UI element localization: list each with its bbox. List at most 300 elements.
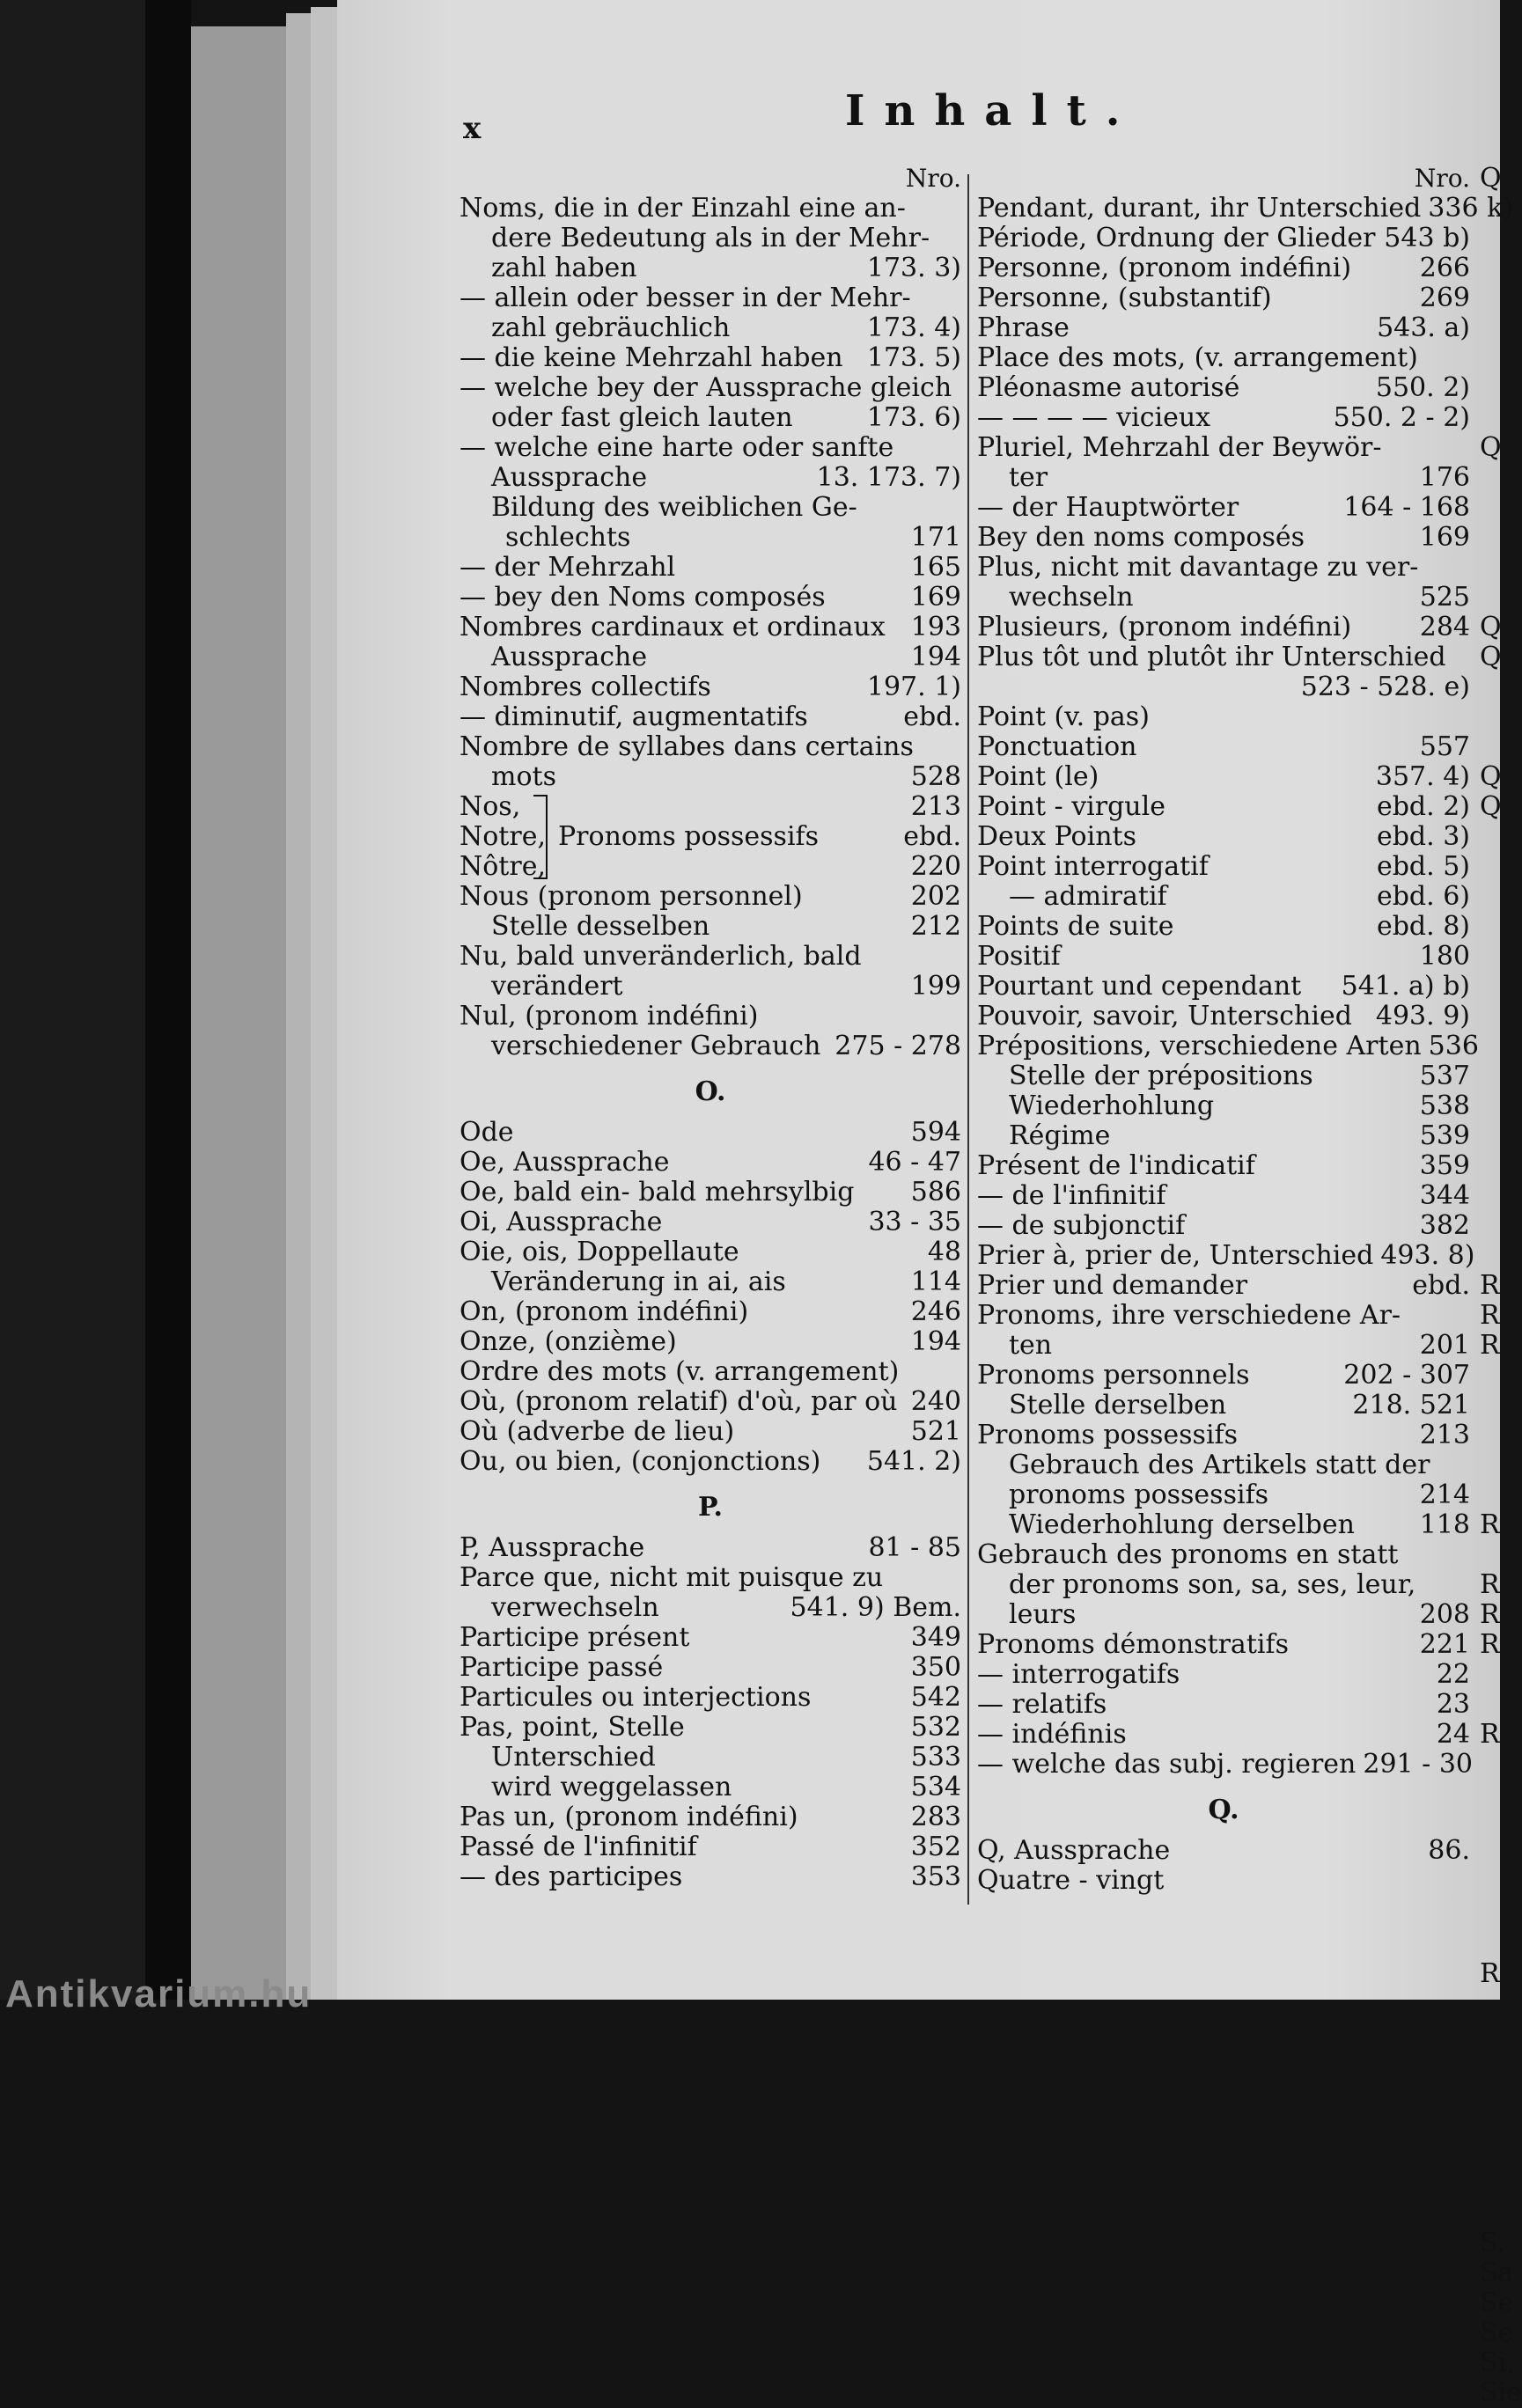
index-entry — [460, 642, 961, 672]
entry-term: Aussprache — [491, 642, 648, 672]
entry-term: Présent de l'indicatif — [977, 1150, 1255, 1181]
entry-term: — der Mehrzahl — [460, 552, 676, 583]
edge-letter — [1480, 1091, 1500, 1121]
entry-term: P, Aussprache — [460, 1532, 645, 1563]
edge-letter — [1480, 1181, 1500, 1211]
entry-term: Nombre de syllabes dans certains — [460, 731, 914, 762]
edge-letter — [1480, 463, 1500, 493]
index-entry — [977, 523, 1470, 553]
left-column — [460, 164, 961, 1892]
index-entry — [460, 343, 961, 373]
entry-number: ebd. — [1412, 1270, 1470, 1301]
entry-term: Veränderung in ai, ais — [491, 1266, 786, 1297]
index-entry — [460, 1593, 961, 1623]
index-entry — [977, 1836, 1470, 1866]
group-labels — [460, 791, 546, 882]
group-number: 213 — [910, 791, 961, 822]
entry-term: schlechts — [505, 522, 631, 553]
entry-term: Ou, ou bien, (conjonctions) — [460, 1446, 821, 1477]
entry-term: — welche das subj. regieren — [977, 1749, 1357, 1780]
entry-number: 33 - 35 — [868, 1207, 961, 1237]
index-entry — [460, 702, 961, 732]
group-number: ebd. — [903, 821, 961, 852]
right-column — [977, 164, 1513, 1896]
entry-number: 344 — [1419, 1180, 1470, 1211]
entry-term: Pluriel, Mehrzahl der Beywör- — [977, 432, 1382, 463]
entry-term: — die keine Mehrzahl haben — [460, 342, 843, 373]
entry-term: pronoms possessifs — [1009, 1479, 1269, 1510]
entry-number: 213 — [1419, 1420, 1470, 1450]
index-entry — [460, 1533, 961, 1563]
entry-number: 173. 6) — [866, 402, 961, 433]
index-entry — [460, 912, 961, 942]
index-entry — [977, 1361, 1470, 1391]
entry-term: Bildung des weiblichen Ge- — [491, 492, 857, 523]
edge-letter — [1480, 702, 1500, 732]
edge-letter — [1480, 583, 1500, 613]
entry-term: Quatre - vingt — [977, 1865, 1165, 1896]
entry-term: Personne, (pronom indéfini) — [977, 253, 1352, 283]
index-entry — [460, 1297, 961, 1327]
entry-number: 202 - 307 — [1343, 1360, 1470, 1391]
edge-letter: R — [1480, 1629, 1500, 1660]
entry-number: 523 - 528. e) — [1300, 672, 1470, 702]
edge-letter — [1480, 2019, 1500, 2049]
entries-n-cont — [460, 882, 961, 1061]
index-entry — [460, 1387, 961, 1417]
entry-number: 201 — [1419, 1330, 1470, 1361]
entry-term: Oie, ois, Doppellaute — [460, 1237, 739, 1267]
entry-number: 536 — [1428, 1031, 1479, 1061]
edge-letter — [1480, 1361, 1500, 1391]
entry-number: 24 — [1436, 1719, 1470, 1750]
entry-term: Où (adverbe de lieu) — [460, 1416, 735, 1447]
group-label: Nôtre, — [460, 851, 546, 882]
running-head: Inhalt. — [845, 86, 1140, 136]
index-entry — [977, 1301, 1470, 1331]
entry-term: — indéfinis — [977, 1719, 1127, 1750]
index-entry — [977, 1271, 1470, 1301]
entry-number: 171 — [910, 522, 961, 553]
entry-number: 539 — [1419, 1120, 1470, 1151]
possessive-group — [460, 792, 961, 882]
index-entry — [460, 1447, 961, 1477]
index-entry — [460, 493, 961, 523]
entry-term: zahl haben — [491, 253, 637, 283]
section-heading-q: Q. — [1208, 1795, 1239, 1825]
index-entry — [977, 1240, 1475, 1271]
entry-number: 169 — [1419, 522, 1470, 553]
entry-number: 199 — [910, 971, 961, 1002]
index-entry — [977, 1480, 1470, 1510]
edge-letter — [1480, 882, 1500, 912]
edge-letter — [1480, 343, 1500, 373]
entry-term: Participe présent — [460, 1622, 690, 1653]
index-entry — [460, 613, 961, 642]
edge-letter — [1480, 2049, 1500, 2079]
index-entry — [460, 553, 961, 583]
section-heading-o: O. — [695, 1076, 726, 1107]
entry-term: — diminutif, augmentatifs — [460, 701, 808, 732]
edge-letter — [1480, 2079, 1500, 2109]
index-entry — [977, 732, 1470, 762]
edge-letter — [1480, 1869, 1500, 1899]
entry-number: 180 — [1419, 941, 1470, 972]
index-entry — [977, 553, 1470, 583]
entry-term: Où, (pronom relatif) d'où, par où — [460, 1386, 898, 1417]
index-entry — [977, 253, 1470, 283]
entry-term: On, (pronom indéfini) — [460, 1296, 749, 1327]
entry-term: leurs — [1009, 1599, 1077, 1630]
edge-letter — [1480, 822, 1500, 852]
index-entry — [460, 1031, 961, 1061]
edge-letter — [1480, 253, 1500, 283]
index-entry — [460, 1002, 961, 1031]
index-entry — [977, 1181, 1470, 1211]
entry-term: Période, Ordnung der Glieder — [977, 223, 1376, 253]
entry-number: 382 — [1419, 1210, 1470, 1241]
index-entry — [460, 313, 961, 343]
edge-letter — [1480, 1750, 1500, 1780]
entry-term: Nombres cardinaux et ordinaux — [460, 612, 886, 642]
entry-number: 23 — [1436, 1689, 1470, 1720]
entry-term: Gebrauch des Artikels statt der — [1009, 1450, 1430, 1480]
nro-header: Nro. — [905, 164, 961, 193]
entry-number: 165 — [910, 552, 961, 583]
edge-letter: S, — [1480, 2228, 1506, 2258]
index-entry — [460, 1237, 961, 1267]
index-entry — [460, 732, 961, 762]
entry-term: mots — [491, 761, 556, 792]
entry-term: — allein oder besser in der Mehr- — [460, 283, 911, 313]
entry-number: 352 — [910, 1832, 961, 1862]
entry-number: 525 — [1419, 582, 1470, 613]
index-entry — [977, 463, 1470, 493]
entry-term: Nombres collectifs — [460, 672, 711, 702]
entry-number: ebd. — [903, 701, 961, 732]
entry-number: 543. a) — [1377, 312, 1470, 343]
index-entry — [977, 1331, 1470, 1361]
entry-term: Pas un, (pronom indéfini) — [460, 1802, 798, 1832]
edge-letter — [1480, 912, 1500, 942]
entry-term: Nu, bald unveränderlich, bald — [460, 941, 862, 972]
index-entry — [977, 433, 1470, 463]
index-entry — [977, 762, 1470, 792]
entry-term: — der Hauptwörter — [977, 492, 1239, 523]
entry-term: Plus, nicht mit davantage zu ver- — [977, 552, 1419, 583]
entry-term: — de l'infinitif — [977, 1180, 1166, 1211]
entry-term: verändert — [491, 971, 623, 1002]
edge-letter — [1480, 732, 1500, 762]
entry-number: 594 — [910, 1117, 961, 1148]
next-page-edge-letters — [1480, 163, 1522, 2408]
index-entry — [460, 1862, 961, 1892]
entry-term: Onze, (onzième) — [460, 1326, 677, 1357]
entry-term: ten — [1009, 1330, 1053, 1361]
edge-letter — [1480, 553, 1500, 583]
index-entry — [977, 1211, 1470, 1241]
index-entry — [977, 912, 1470, 942]
edge-letter — [1480, 224, 1500, 253]
edge-letter — [1480, 1061, 1500, 1091]
entry-term: — welche bey der Aussprache gleich — [460, 372, 952, 403]
index-entry — [460, 463, 961, 493]
edge-letter — [1480, 1002, 1500, 1031]
entry-term: Point - virgule — [977, 791, 1165, 822]
group-numbers — [891, 792, 961, 882]
index-entry — [977, 1540, 1470, 1570]
section-heading-p: P. — [697, 1492, 724, 1523]
entry-number: ebd. 5) — [1376, 851, 1470, 882]
index-entry — [460, 224, 961, 253]
entry-number: 532 — [910, 1712, 961, 1743]
edge-letter — [1480, 2109, 1500, 2139]
entry-term: der pronoms son, sa, ses, leur, — [1009, 1569, 1416, 1600]
index-entry — [460, 373, 961, 403]
edge-letter: R — [1480, 1509, 1500, 1540]
edge-letter: Se — [1480, 2317, 1514, 2348]
entry-term: zahl gebräuchlich — [491, 312, 731, 343]
edge-letter: Sa — [1480, 2258, 1514, 2288]
index-entry — [977, 972, 1470, 1002]
entry-number: 86. — [1428, 1835, 1470, 1866]
index-entry — [977, 313, 1470, 343]
entry-number: 214 — [1419, 1479, 1470, 1510]
index-entry — [977, 792, 1470, 822]
entry-term: Points de suite — [977, 911, 1174, 942]
entry-number: 541. a) b) — [1341, 971, 1470, 1002]
entry-term: — interrogatifs — [977, 1659, 1180, 1690]
index-entry — [977, 493, 1470, 523]
entry-term: Point interrogatif — [977, 851, 1209, 882]
book-spine — [145, 0, 191, 2000]
column-divider — [967, 174, 969, 1905]
entry-number: 173. 4) — [866, 312, 961, 343]
brace-mark — [533, 795, 548, 879]
index-entry — [460, 1118, 961, 1148]
entry-term: Ode — [460, 1117, 514, 1148]
index-entry — [460, 882, 961, 912]
index-entry — [460, 1267, 961, 1297]
entry-number: 349 — [910, 1622, 961, 1653]
entry-term: Stelle desselben — [491, 911, 710, 942]
entry-term: — relatifs — [977, 1689, 1107, 1720]
entry-number: ebd. 2) — [1376, 791, 1470, 822]
entry-term: Oi, Aussprache — [460, 1207, 663, 1237]
entry-term: Particules ou interjections — [460, 1682, 812, 1713]
entry-number: 357. 4) — [1375, 761, 1470, 792]
entry-term: Prier und demander — [977, 1270, 1248, 1301]
entry-number: 284 — [1419, 612, 1470, 642]
edge-letter: R — [1480, 1958, 1500, 1989]
entry-term: wird weggelassen — [491, 1772, 732, 1802]
index-entry — [460, 1327, 961, 1357]
entry-term: Personne, (substantif) — [977, 283, 1272, 313]
index-entry — [460, 1653, 961, 1683]
edge-letter — [1480, 403, 1500, 433]
entry-number: 246 — [910, 1296, 961, 1327]
edge-letter — [1480, 1810, 1500, 1839]
entry-term: Pas, point, Stelle — [460, 1712, 685, 1743]
index-entry — [460, 1683, 961, 1713]
index-entry — [460, 583, 961, 613]
edge-letter — [1480, 852, 1500, 882]
index-entry — [460, 1417, 961, 1447]
index-entry — [460, 672, 961, 702]
index-entry — [977, 1660, 1470, 1690]
index-entry — [460, 972, 961, 1002]
edge-letter — [1480, 1929, 1500, 1959]
index-entry — [977, 583, 1470, 613]
entry-term: — de subjonctif — [977, 1210, 1186, 1241]
edge-letter — [1480, 1780, 1500, 1810]
entry-number: 48 — [927, 1237, 961, 1267]
entry-number: 46 - 47 — [868, 1147, 961, 1178]
entry-number: 350 — [910, 1652, 961, 1683]
index-entry — [977, 1720, 1470, 1750]
entry-term: Aussprache — [491, 462, 648, 493]
edge-letter — [1480, 1421, 1500, 1450]
entry-term: Oe, bald ein- bald mehrsylbig — [460, 1177, 855, 1208]
entry-number: 537 — [1419, 1061, 1470, 1091]
entry-term: Wiederhohlung derselben — [1009, 1509, 1355, 1540]
edge-letter — [1480, 523, 1500, 553]
entry-number: 22 — [1436, 1659, 1470, 1690]
index-entry — [977, 882, 1470, 912]
entry-number: 275 - 278 — [835, 1031, 961, 1061]
entry-term: — des participes — [460, 1861, 683, 1892]
edge-letter — [1480, 313, 1500, 343]
index-entry — [977, 1061, 1470, 1091]
group-label: Nos, — [460, 791, 521, 822]
entries-p — [460, 1533, 961, 1892]
entry-number: 169 — [910, 582, 961, 613]
entry-number: 114 — [910, 1266, 961, 1297]
entry-number: 176 — [1419, 462, 1470, 493]
edge-letter — [1480, 373, 1500, 403]
entry-number: 197. 1) — [866, 672, 961, 702]
page-edge — [286, 13, 311, 2000]
edge-letter — [1480, 1690, 1500, 1720]
index-entry — [977, 1570, 1470, 1600]
edge-letter — [1480, 1660, 1500, 1690]
index-entry — [977, 822, 1470, 852]
edge-letter — [1480, 1450, 1500, 1480]
index-entry — [460, 1802, 961, 1832]
entry-number: 13. 173. 7) — [816, 462, 961, 493]
index-entry — [977, 1031, 1479, 1061]
page-edge — [311, 7, 337, 2000]
edge-letter: R — [1480, 1599, 1500, 1630]
entry-number: 164 - 168 — [1343, 492, 1470, 523]
index-entry — [460, 1773, 961, 1802]
entry-number: 266 — [1419, 253, 1470, 283]
entry-number: 586 — [910, 1177, 961, 1208]
edge-letter — [1480, 2199, 1500, 2228]
background-left — [0, 0, 145, 2000]
edge-letter — [1480, 2169, 1500, 2199]
edge-letter — [1480, 194, 1500, 224]
entry-term: — — — — vicieux — [977, 402, 1211, 433]
edge-letter — [1480, 942, 1500, 972]
index-entry — [460, 942, 961, 972]
group-label: Notre, — [460, 821, 546, 852]
folio-number: x — [463, 111, 482, 146]
entry-term: oder fast gleich lauten — [491, 402, 793, 433]
entry-term: Plus tôt und plutôt ihr Unterschied — [977, 642, 1446, 672]
entry-number: 173. 5) — [866, 342, 961, 373]
edge-letter: Se — [1480, 2287, 1514, 2318]
entry-term: Unterschied — [491, 1742, 656, 1773]
entry-term: Pléonasme autorisé — [977, 372, 1240, 403]
entry-number: 543 b) — [1384, 223, 1470, 253]
entry-number: 212 — [910, 911, 961, 942]
edge-letter — [1480, 1989, 1500, 2019]
edge-letter — [1480, 1151, 1500, 1181]
index-entry — [460, 1623, 961, 1653]
edge-letter: Sie — [1480, 2377, 1522, 2408]
entry-number: 221 — [1419, 1629, 1470, 1660]
index-entry — [460, 1563, 961, 1593]
entry-term: Pronoms possessifs — [977, 1420, 1239, 1450]
nro-header: Nro. — [1414, 164, 1470, 193]
index-entry — [460, 1832, 961, 1862]
index-entry — [977, 642, 1470, 672]
entries-p-cont — [977, 193, 1513, 1780]
entry-term: — welche eine harte oder sanfte — [460, 432, 894, 463]
edge-letter — [1480, 1899, 1500, 1929]
index-entry — [460, 1178, 961, 1208]
index-entry — [460, 1357, 961, 1387]
index-entry — [977, 702, 1470, 732]
entry-number: 521 — [910, 1416, 961, 1447]
entry-term: — admiratif — [1009, 881, 1167, 912]
entry-number: 173. 3) — [866, 253, 961, 283]
entry-number: 550. 2 - 2) — [1333, 402, 1470, 433]
index-entry — [977, 1091, 1470, 1121]
edge-letter — [1480, 1211, 1500, 1241]
index-entry — [460, 1148, 961, 1178]
index-entry — [977, 1866, 1470, 1896]
entry-term: Noms, die in der Einzahl eine an- — [460, 193, 906, 224]
entries-n — [460, 194, 961, 792]
entry-term: Parce que, nicht mit puisque zu — [460, 1562, 884, 1593]
index-entry — [977, 852, 1470, 882]
entry-term: Q, Aussprache — [977, 1835, 1171, 1866]
entry-number: 534 — [910, 1772, 961, 1802]
entry-term: Pronoms démonstratifs — [977, 1629, 1289, 1660]
group-number: 220 — [910, 851, 961, 882]
entry-term: verschiedener Gebrauch — [491, 1031, 821, 1061]
entry-term: Pronoms personnels — [977, 1360, 1250, 1391]
entry-number: 291 - 30 — [1363, 1749, 1474, 1780]
entry-term: Nous (pronom personnel) — [460, 881, 803, 912]
index-entry — [977, 942, 1470, 972]
entry-number: 202 — [910, 881, 961, 912]
index-entry — [460, 523, 961, 553]
edge-letter: Q — [1480, 163, 1502, 194]
entry-term: Plusieurs, (pronom indéfini) — [977, 612, 1352, 642]
index-entry — [977, 1450, 1470, 1480]
index-entry — [460, 283, 961, 313]
edge-letter — [1480, 2139, 1500, 2169]
entry-term: Oe, Aussprache — [460, 1147, 670, 1178]
edge-letter — [1480, 1241, 1500, 1271]
entry-number: 538 — [1419, 1090, 1470, 1121]
edge-letter — [1480, 283, 1500, 313]
entry-number: 208 — [1419, 1599, 1470, 1630]
entry-term: ter — [1009, 462, 1048, 493]
